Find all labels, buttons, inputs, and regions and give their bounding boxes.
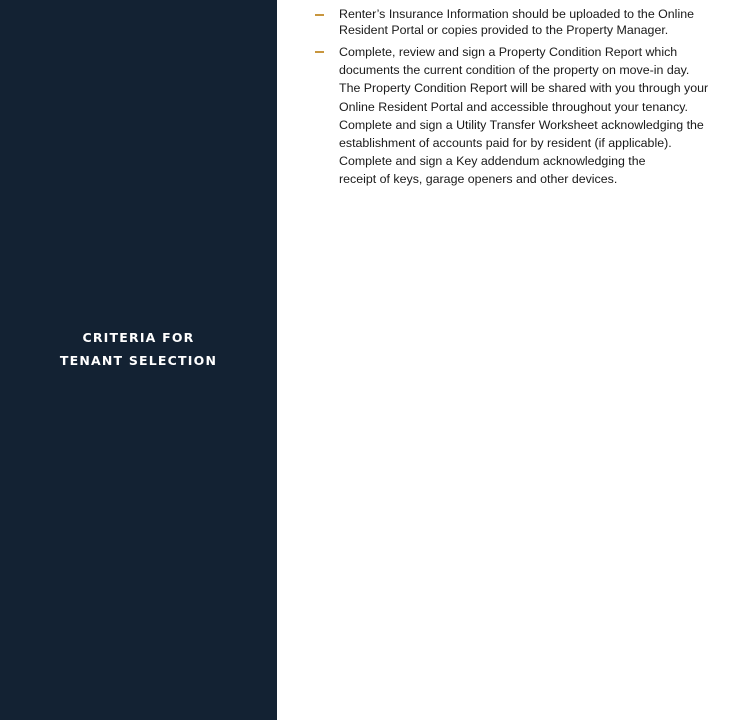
main-content	[277, 0, 755, 720]
text-line: Online Resident Portal and accessible throughout your tenancy.	[339, 99, 688, 114]
text-line: receipt of keys, garage openers and other devices.	[339, 172, 618, 187]
list-item	[315, 6, 743, 38]
text-line: Complete and sign a Key addendum acknowledging the	[339, 154, 646, 169]
sidebar-panel	[0, 0, 277, 720]
list-item-text	[339, 43, 743, 189]
list-item	[315, 43, 743, 189]
text-line: Complete, review and sign a Property Condition Report which	[339, 45, 678, 59]
text-line: documents the current condition of the property on move-in day.	[339, 63, 690, 78]
text-line: The Property Condition Report will be shared with you through your	[339, 81, 709, 96]
dash-bullet-icon	[315, 51, 324, 53]
dash-bullet-icon	[315, 14, 324, 16]
section-title	[0, 326, 277, 372]
text-line: establishment of accounts paid for by resident (if applicable).	[339, 136, 672, 151]
text-line: Renter’s Insurance Information should be uploaded to the Online	[339, 7, 694, 21]
text-line: Resident Portal or copies provided to the Property Manager.	[339, 23, 669, 37]
section-title-line-2: TENANT SELECTION	[59, 353, 218, 368]
requirements-list	[315, 6, 743, 189]
text-line: Complete and sign a Utility Transfer Worksheet acknowledging the	[339, 117, 704, 132]
list-item-text	[339, 6, 743, 38]
section-title-line-1: CRITERIA FOR	[82, 330, 195, 345]
